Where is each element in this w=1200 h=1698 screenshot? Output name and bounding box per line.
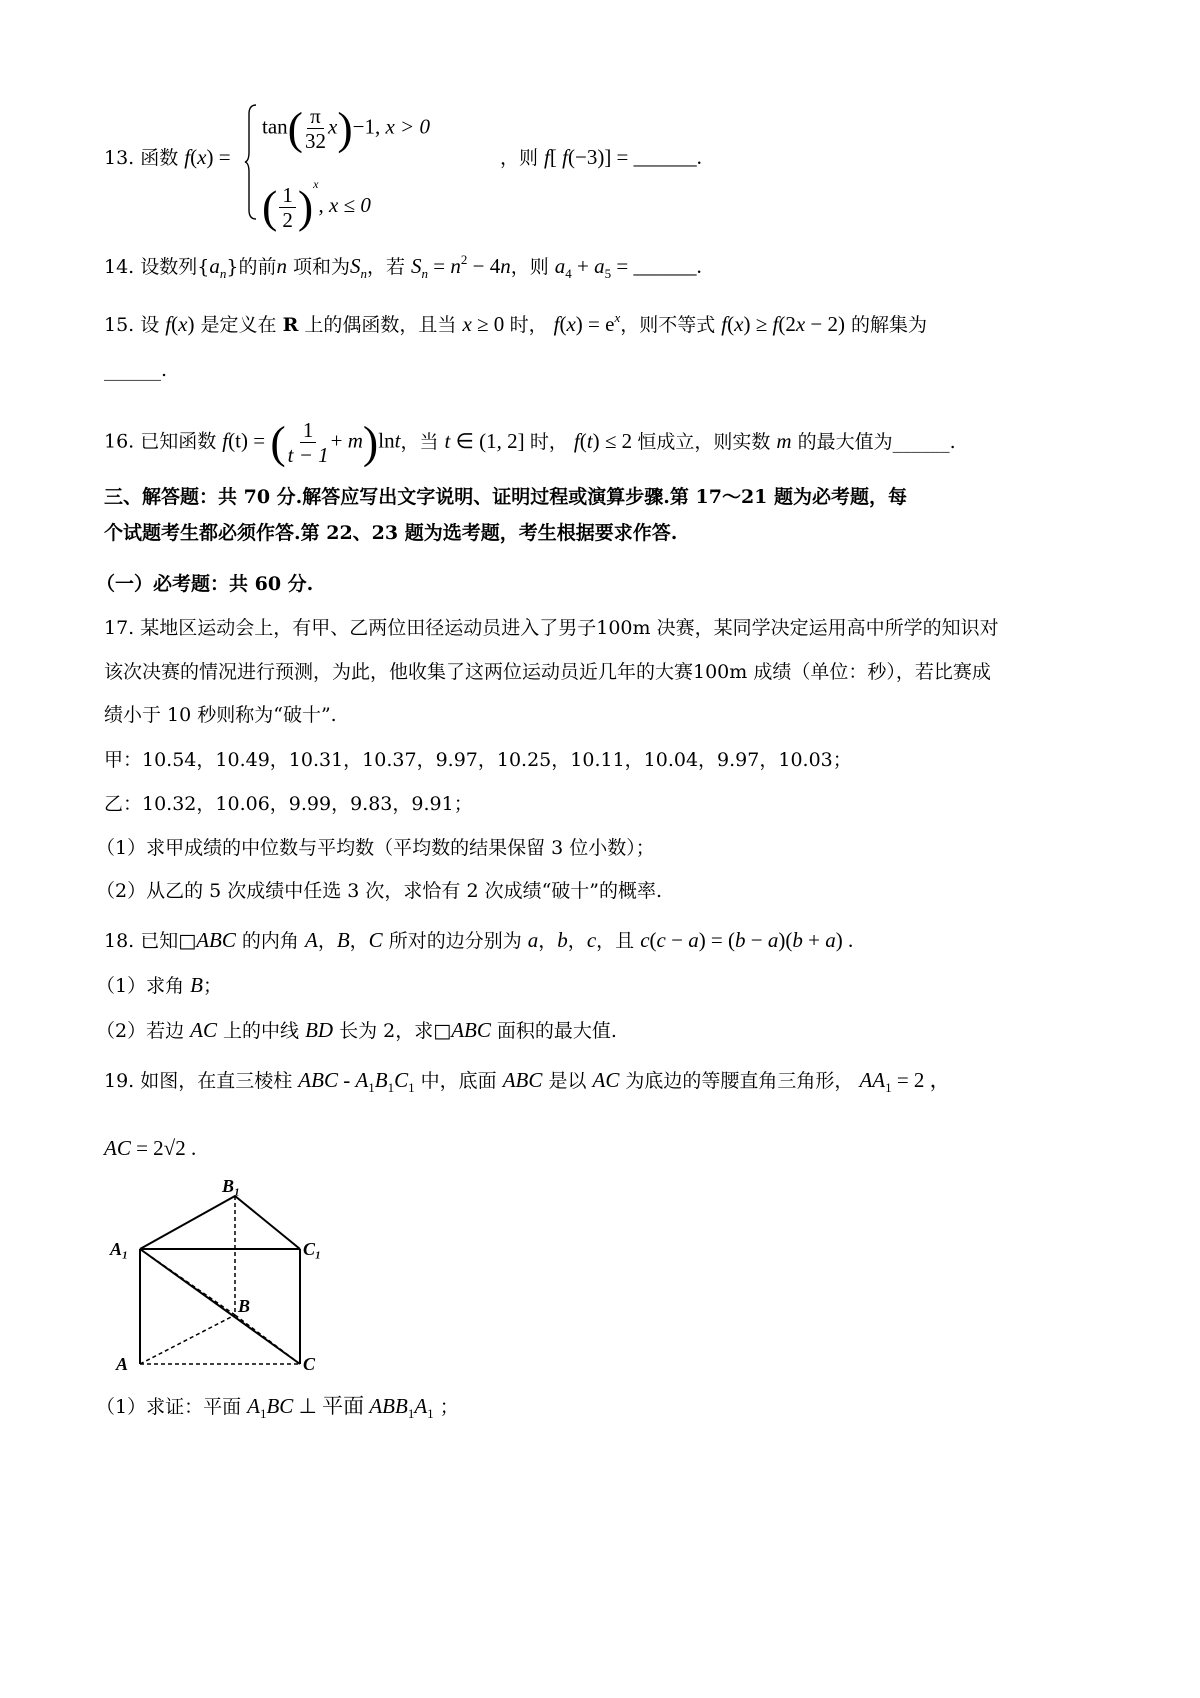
text-segment: B: [336, 928, 350, 952]
edge-b1c1: [235, 1196, 300, 1249]
text-segment: 1: [407, 1406, 415, 1421]
text-segment: n: [421, 266, 429, 281]
q13-tail1: ，则: [500, 147, 545, 169]
q13-tan: tan: [262, 114, 288, 139]
text-segment: 的解集为: [845, 314, 928, 336]
q18-part2: [96, 1016, 617, 1045]
text-segment: B: [190, 973, 203, 997]
text-segment: −: [745, 928, 768, 952]
text-segment: }的前: [226, 256, 277, 278]
q13-fraction: [305, 104, 326, 153]
text-segment: a: [594, 254, 605, 278]
text-segment: 4: [565, 266, 572, 281]
text-segment: 1: [387, 1080, 395, 1095]
text-segment: x: [734, 312, 744, 336]
text-segment: A: [355, 1068, 369, 1092]
question-14: [104, 246, 702, 288]
text-segment: 1: [408, 1080, 415, 1095]
q15-answer-blank: ______.: [104, 359, 168, 381]
q13-tail5: (−3)] = ______.: [567, 145, 702, 169]
q18-part1: [96, 971, 222, 1000]
text-segment: R: [282, 314, 299, 336]
text-segment: C: [368, 928, 383, 952]
text-segment: )(: [778, 928, 793, 952]
text-segment: f: [721, 312, 728, 336]
text-segment: n: [360, 266, 367, 281]
q17-jia-scores: 甲：10.54，10.49，10.31，10.37，9.97，10.25，10.11，10.04，9.97，10.03；: [104, 749, 852, 771]
q13-x: x: [197, 145, 207, 169]
text-segment: t: [586, 428, 593, 453]
text-segment: (: [649, 928, 657, 952]
q13-tail: [500, 143, 702, 172]
text-segment: （1）求角: [96, 975, 191, 997]
edge-a1b1: [140, 1196, 235, 1249]
q13-label: 13. 函数: [104, 147, 185, 169]
text-segment: 上的偶函数，且当: [298, 314, 463, 336]
text-segment: C: [394, 1068, 409, 1092]
text-segment: ，: [567, 930, 587, 952]
text-segment: 所对的边分别为: [382, 930, 528, 952]
q13-case2-post: ,: [318, 193, 329, 217]
q13-eq: =: [213, 145, 231, 169]
text-segment: ) ≤ 2: [592, 428, 638, 453]
q16-den: t − 1: [287, 443, 329, 467]
label-c1: C₁: [303, 1239, 322, 1259]
text-segment: 恒成立，则实数: [637, 430, 777, 453]
q19-part1: [96, 1392, 459, 1428]
text-segment: AC: [104, 1136, 131, 1160]
q13-tail3: [: [549, 145, 563, 169]
text-segment: = ______.: [611, 254, 702, 278]
text-segment: =: [428, 254, 451, 278]
q17-part1: （1）求甲成绩的中位数与平均数（平均数的结果保留 3 位小数）；: [96, 837, 655, 859]
label-a: A: [116, 1354, 129, 1374]
text-segment: 1: [259, 1406, 267, 1421]
label-b1: B₁: [222, 1176, 241, 1196]
q13-num: π: [307, 104, 324, 129]
text-segment: ，且: [596, 930, 641, 952]
q17-line2: 该次决赛的情况进行预测，为此，他收集了这两位运动员近几年的大赛100m 成绩（单位：秒），若比赛成: [104, 661, 991, 683]
text-segment: ，则: [510, 256, 555, 278]
text-segment: ≥ 0: [471, 312, 510, 336]
q16-plus: +: [330, 428, 348, 453]
text-segment: 时，: [509, 314, 554, 336]
q13-case2-cond: x ≤ 0: [328, 193, 371, 217]
text-segment: AC: [190, 1018, 217, 1042]
text-segment: 1: [427, 1406, 434, 1421]
text-segment: c: [656, 928, 666, 952]
q13-tail2: f: [544, 145, 550, 169]
section-3-1-heading: （一）必考题：共 60 分.: [96, 573, 314, 595]
text-segment: 14. 设数列{: [104, 256, 210, 278]
question-18: [104, 926, 853, 955]
text-segment: b: [735, 928, 746, 952]
text-segment: −: [665, 928, 689, 952]
edge-ab: [140, 1315, 235, 1364]
label-b: B: [238, 1296, 251, 1316]
text-segment: m: [776, 428, 792, 453]
text-segment: ，当: [400, 430, 445, 453]
text-segment: = 2 ，: [891, 1068, 951, 1092]
text-segment: x: [795, 312, 806, 336]
label-a1: A₁: [110, 1239, 129, 1259]
text-segment: B: [374, 1068, 388, 1092]
text-segment: 19. 如图，在直三棱柱: [104, 1070, 299, 1092]
text-segment: f: [573, 428, 580, 453]
q16-ln: ln: [378, 428, 395, 453]
text-segment: n: [450, 254, 461, 278]
text-segment: 的最大值为______.: [791, 430, 956, 453]
text-segment: AC: [592, 1068, 620, 1092]
text-segment: ) .: [835, 928, 854, 952]
q13-half: [279, 183, 296, 232]
text-segment: ) = e: [575, 312, 615, 336]
text-segment: a: [767, 928, 779, 952]
text-segment: A: [247, 1394, 260, 1418]
q17-line3: 绩小于 10 秒则称为“破十”.: [104, 704, 337, 726]
text-segment: (: [559, 312, 567, 336]
text-segment: a: [688, 928, 699, 952]
text-segment: ABC: [298, 1068, 338, 1092]
text-segment: x: [178, 312, 188, 336]
q16-num: 1: [300, 418, 317, 443]
text-segment: ABB: [369, 1394, 408, 1418]
text-segment: a: [527, 928, 539, 952]
q13-case1-x: x: [327, 114, 338, 139]
text-segment: ，: [538, 930, 558, 952]
text-segment: S: [350, 254, 361, 278]
q19-line2: [104, 1134, 196, 1163]
question-15: [104, 304, 927, 339]
q13-f: f: [184, 145, 191, 169]
text-segment: BC: [266, 1394, 294, 1418]
section-3-heading-line2: 个试题考生都必须作答.第 22、23 题为选考题，考生根据要求作答.: [104, 522, 678, 544]
text-segment: ) = (: [698, 928, 736, 952]
text-segment: 项和为: [286, 256, 350, 278]
text-segment: c: [586, 928, 597, 952]
text-segment: − 4: [467, 254, 501, 278]
question-19: [104, 1066, 951, 1102]
text-segment: n: [219, 266, 227, 281]
text-segment: ，: [317, 930, 337, 952]
text-segment: c: [640, 928, 650, 952]
q13-case1-post: −1,: [352, 114, 386, 139]
text-segment: ；: [433, 1396, 459, 1418]
text-segment: ，则不等式: [620, 314, 722, 336]
text-segment: A: [304, 928, 318, 952]
text-segment: S: [411, 254, 422, 278]
text-segment: ): [187, 312, 195, 336]
text-segment: x: [462, 312, 472, 336]
q13-half-num: 1: [279, 183, 296, 208]
q13-half-den: 2: [282, 207, 293, 232]
text-segment: 上的中线: [216, 1020, 306, 1042]
q13-case-1: tan( $\frac{\pi}{32}$ x)−1, x > 0: [262, 102, 430, 154]
text-segment: 18. 已知□: [104, 930, 197, 952]
q16-f: f: [222, 428, 229, 453]
text-segment: -: [337, 1068, 356, 1092]
q16-fraction: [288, 418, 329, 467]
text-segment: a: [825, 928, 836, 952]
text-segment: A: [414, 1394, 428, 1418]
text-segment: ABC: [502, 1068, 543, 1092]
text-segment: ∈ (1, 2]: [450, 428, 530, 453]
text-segment: b: [792, 928, 803, 952]
text-segment: 面积的最大值.: [490, 1020, 617, 1042]
q16-tail: [400, 428, 956, 453]
text-segment: n: [500, 254, 511, 278]
text-segment: = 2√2 .: [130, 1136, 197, 1160]
q16-t2: t: [394, 428, 401, 453]
text-segment: 中，底面: [414, 1070, 503, 1092]
text-segment: +: [802, 928, 826, 952]
text-segment: 1: [368, 1080, 375, 1095]
text-segment: +: [571, 254, 595, 278]
text-segment: (2: [778, 312, 796, 336]
q13-case1-cond: x > 0: [385, 114, 430, 139]
question-13: 13. 函数 f(x) =: [104, 145, 231, 169]
q13-exp: x: [313, 177, 319, 191]
text-segment: 长为 2，求□: [333, 1020, 452, 1042]
text-segment: a: [209, 254, 220, 278]
q17-line1: 17. 某地区运动会上，有甲、乙两位田径运动员进入了男子100m 决赛，某同学决定运用高中所学的知识对: [104, 617, 999, 639]
text-segment: ) ≥: [743, 312, 773, 336]
label-c: C: [303, 1354, 316, 1374]
brace-icon: [244, 104, 258, 220]
q16-label: 16. 已知函数: [104, 430, 223, 453]
text-segment: （2）若边: [96, 1020, 191, 1042]
text-segment: f: [772, 312, 779, 336]
text-segment: x: [566, 312, 576, 336]
text-segment: f: [553, 312, 560, 336]
text-segment: 的内角: [235, 930, 305, 952]
section-3-heading-line1: 三、解答题：共 70 分.解答应写出文字说明、证明过程或演算步骤.第 17～21 题为必考题，每: [104, 486, 908, 508]
text-segment: （1）求证：平面: [96, 1396, 248, 1418]
text-segment: 15. 设: [104, 314, 166, 336]
text-segment: BD: [305, 1018, 334, 1042]
edge-a1b: [140, 1249, 235, 1315]
text-segment: 为底边的等腰直角三角形，: [619, 1070, 860, 1092]
text-segment: ABC: [451, 1018, 491, 1042]
text-segment: 时，: [529, 430, 574, 453]
text-segment: t: [444, 428, 451, 453]
text-segment: (: [727, 312, 735, 336]
text-segment: ，若: [367, 256, 412, 278]
q13-tail4: f: [562, 145, 568, 169]
text-segment: b: [557, 928, 568, 952]
text-segment: ABC: [196, 928, 236, 952]
text-segment: (: [579, 428, 587, 453]
text-segment: ，: [349, 930, 369, 952]
text-segment: 是定义在: [194, 314, 283, 336]
question-16: 16. 已知函数 f(t) = ( $\frac{1}{t - 1}$ + m)lnt，当 t ∈ (1, 2] 时， f(t) ≤ 2 恒成立，则实数 m 的最大值为______.: [104, 416, 956, 468]
text-segment: n: [276, 254, 287, 278]
q17-part2: （2）从乙的 5 次成绩中任选 3 次，求恰有 2 次成绩“破十”的概率.: [96, 880, 663, 902]
q16-t: (t) =: [228, 428, 271, 453]
prism-figure: [100, 1172, 330, 1382]
text-segment: AA: [859, 1068, 886, 1092]
text-segment: 1: [885, 1080, 892, 1095]
text-segment: ；: [202, 975, 222, 997]
text-segment: f: [165, 312, 172, 336]
text-segment: 2: [460, 252, 468, 267]
q13-den: 32: [304, 129, 326, 153]
text-segment: 是以: [542, 1070, 593, 1092]
q13-case-2: ( $\frac{1}{2}$ )$^x$, x ≤ 0: [262, 177, 371, 232]
text-segment: − 2): [805, 312, 845, 336]
q16-m: m: [347, 428, 363, 453]
text-segment: ⊥ 平面: [293, 1394, 370, 1418]
text-segment: a: [554, 254, 566, 278]
text-segment: 5: [604, 266, 612, 281]
text-segment: (: [171, 312, 179, 336]
text-segment: x: [614, 310, 621, 325]
q17-yi-scores: 乙：10.32，10.06，9.99，9.83，9.91；: [104, 793, 473, 815]
